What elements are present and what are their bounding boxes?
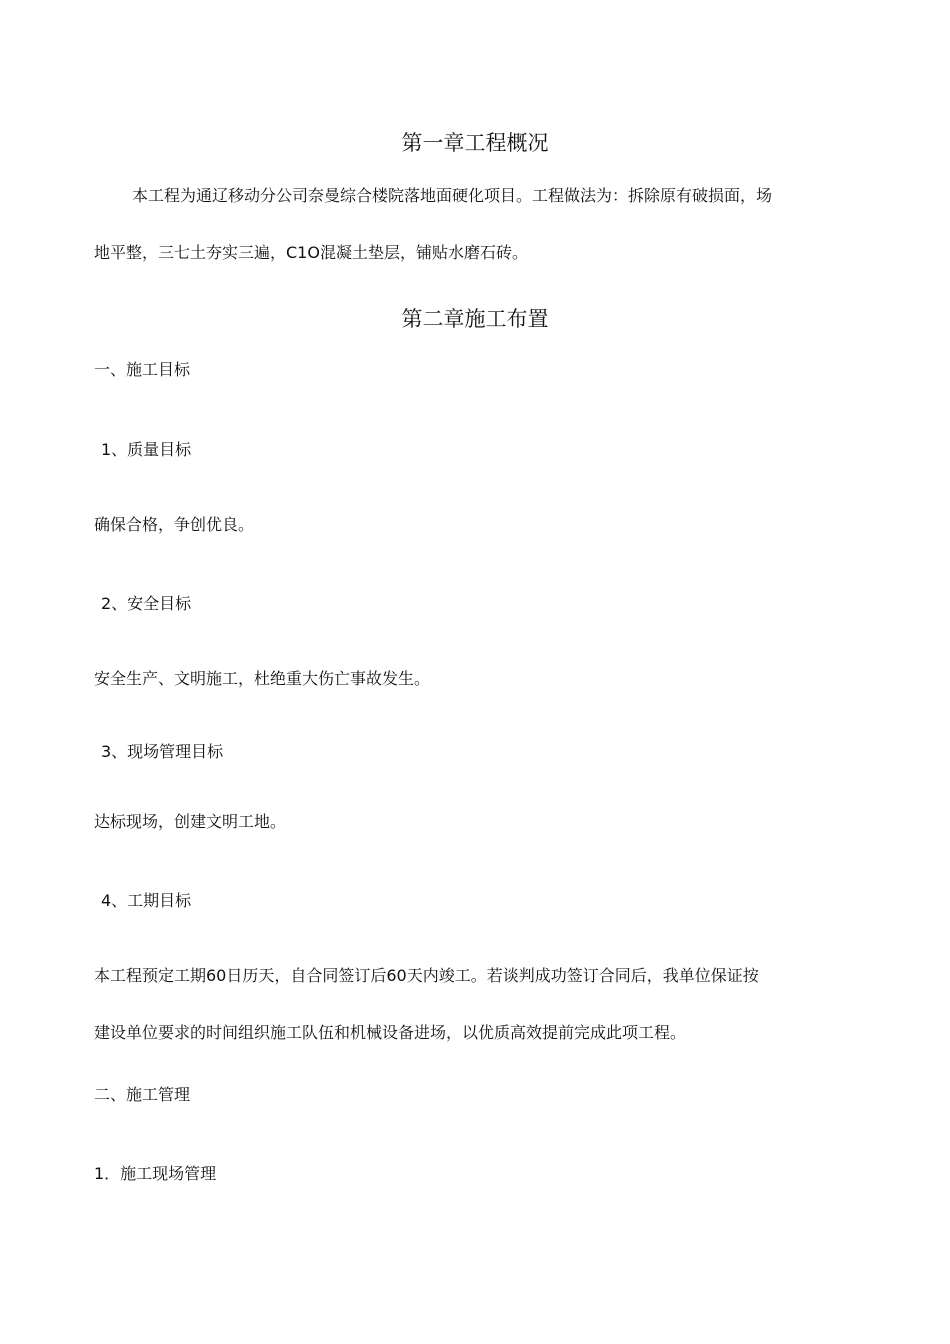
schedule-paragraph (94, 947, 864, 1061)
chapter-1-paragraph (94, 167, 864, 281)
site-management-goal-title: 3、现场管理目标 (101, 742, 224, 761)
chapter-1-title: 第一章工程概况 (401, 131, 549, 155)
safety-goal-title: 2、安全目标 (101, 594, 192, 613)
paragraph-line: 建设单位要求的时间组织施工队伍和机械设备进场，以优质高效提前完成此项工程。 (94, 1023, 687, 1042)
safety-goal-text: 安全生产、文明施工，杜绝重大伤亡事故发生。 (94, 669, 431, 688)
section-1-title: 一、施工目标 (94, 360, 191, 379)
site-management-item: 1．施工现场管理 (94, 1164, 217, 1183)
chapter-2-title: 第二章施工布置 (401, 307, 549, 331)
quality-goal-title: 1、质量目标 (101, 440, 192, 459)
section-2-title: 二、施工管理 (94, 1085, 191, 1104)
paragraph-line: 地平整，三七土夯实三遍，C1O混凝土垫层，铺贴水磨石砖。 (94, 243, 528, 262)
quality-goal-text: 确保合格，争创优良。 (94, 515, 255, 534)
site-management-goal-text: 达标现场，创建文明工地。 (94, 812, 287, 831)
schedule-goal-title: 4、工期目标 (101, 891, 192, 910)
paragraph-line: 本工程为通辽移动分公司奈曼综合楼院落地面硬化项目。工程做法为：拆除原有破损面，场 (132, 186, 773, 205)
paragraph-line: 本工程预定工期60日历天，自合同签订后60天内竣工。若谈判成功签订合同后，我单位保证按 (94, 966, 759, 985)
